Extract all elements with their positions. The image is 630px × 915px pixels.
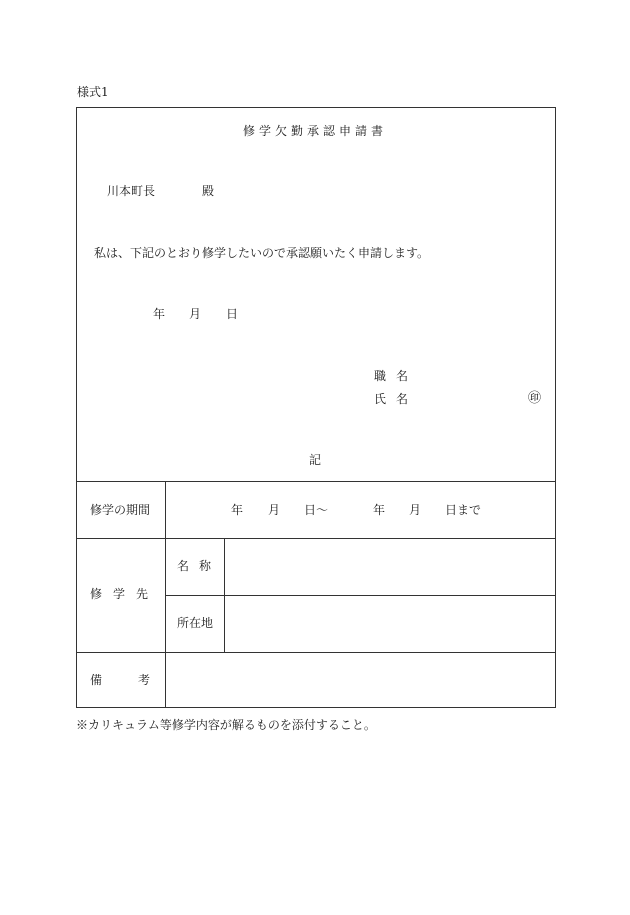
- ki-heading: 記: [308, 453, 321, 467]
- date-month-label: 月: [189, 307, 202, 321]
- period-end-year-label: 年: [373, 503, 386, 517]
- attachment-footnote: ※カリキュラム等修学内容が解るものを添付すること。: [76, 718, 376, 732]
- document-title: 修学欠勤承認申請書: [242, 124, 387, 138]
- study-destination-label: 修学先: [90, 587, 160, 601]
- addressee: 川本町長: [107, 184, 156, 198]
- row-divider-period-top: [76, 481, 556, 482]
- destination-location-label: 所在地: [177, 616, 214, 630]
- row-divider-period-bottom: [76, 538, 556, 539]
- period-start-month-label: 月: [268, 503, 281, 517]
- period-end-day-label: 日まで: [445, 503, 482, 517]
- job-title-label: 職名: [374, 369, 419, 383]
- destination-name-label: 名称: [177, 559, 222, 573]
- remarks-label: 備考: [90, 673, 187, 687]
- seal-mark-icon: ㊞: [528, 391, 542, 406]
- period-start-year-label: 年: [231, 503, 244, 517]
- study-period-label: 修学の期間: [90, 503, 151, 517]
- date-day-label: 日: [226, 307, 239, 321]
- column-divider-destination-sublabels: [224, 538, 225, 652]
- period-end-month-label: 月: [409, 503, 422, 517]
- addressee-honorific: 殿: [202, 184, 215, 198]
- application-statement: 私は、下記のとおり修学したいので承認願いたく申請します。: [94, 246, 430, 260]
- period-start-day-label: 日〜: [304, 503, 329, 517]
- row-divider-remarks-top: [76, 652, 556, 653]
- form-number: 様式1: [77, 85, 109, 99]
- applicant-name-label: 氏名: [374, 392, 419, 406]
- date-year-label: 年: [153, 307, 166, 321]
